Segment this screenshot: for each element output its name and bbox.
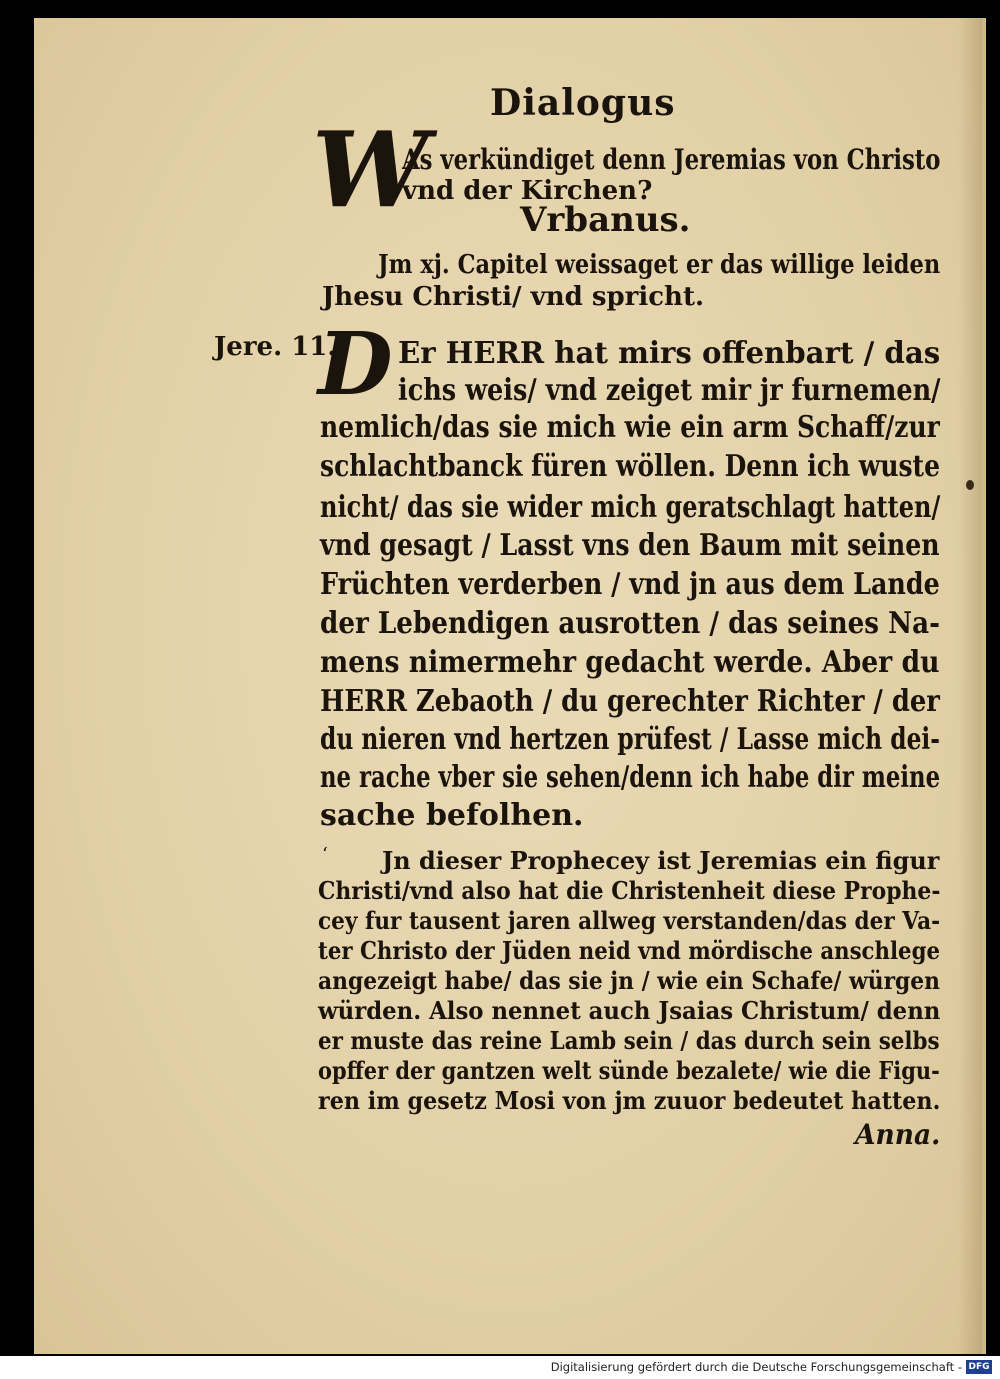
binding-mark (966, 480, 974, 490)
verse-line: ichs weis/ vnd zeiget mir jr furnemen/ (398, 373, 941, 408)
verse-line: vnd gesagt / Lasst vns den Baum mit seinen (320, 528, 940, 563)
verse-line: du nieren vnd hertzen prüfest / Lasse mich dei- (320, 722, 940, 757)
verse-line: Er HERR hat mirs offenbart / das (398, 336, 941, 371)
intro-line-1: Jm xj. Capitel weissaget er das willige leiden (378, 250, 941, 280)
page-fold-shadow (958, 18, 982, 1354)
dfg-logo: DFG (966, 1360, 992, 1374)
verse-line: Früchten verderben / vnd jn aus dem Lande (320, 567, 940, 602)
margin-reference: Jere. 11. (214, 332, 337, 362)
commentary-line: er muste das reine Lamb sein / das durch sein selbs (318, 1026, 940, 1055)
speaker-name: Vrbanus. (520, 200, 691, 240)
commentary-line: angezeigt habe/ das sie jn / wie ein Schafe/ würgen (318, 966, 941, 995)
verse-line: sache befolhen. (320, 798, 584, 833)
verse-line: nemlich/das sie mich wie ein arm Schaff/zur (320, 410, 940, 445)
commentary-line: opffer der gantzen welt sünde bezalete/ wie die Figu- (318, 1056, 940, 1085)
commentary-line: cey fur tausent jaren allweg verstanden/das der Va- (318, 906, 941, 935)
verse-line: nicht/ das sie wider mich geratschlagt hatten/ (320, 490, 941, 525)
question-initial-letter: W (312, 108, 429, 231)
verse-line: ne rache vber sie sehen/denn ich habe dir meine (320, 760, 941, 795)
verse-line: schlachtbanck füren wöllen. Denn ich wuste (320, 449, 941, 484)
footer-credit: Digitalisierung gefördert durch die Deutsche Forschungsgemeinschaft - (550, 1360, 962, 1374)
verse-line: der Lebendigen ausrotten / das seines Na- (320, 606, 940, 641)
commentary-line: ren im gesetz Mosi von jm zuuor bedeutet hatten. (318, 1086, 941, 1115)
commentary-line: würden. Also nennet auch Jsaias Christum/ denn (318, 996, 941, 1025)
verse-line: mens nimermehr gedacht werde. Aber du (320, 645, 940, 680)
verse-line: HERR Zebaoth / du gerechter Richter / der (320, 684, 940, 719)
footer-bar (0, 1356, 1000, 1379)
commentary-line: Jn dieser Prophecey ist Jeremias ein figur (382, 846, 940, 875)
next-speaker-catchword: Anna. (855, 1118, 941, 1151)
question-line-2: vnd der Kirchen? (402, 176, 653, 206)
verse-initial-letter: D (318, 314, 393, 415)
margin-pointer-glyph: ‘ (322, 844, 328, 865)
commentary-line: Christi/vnd also hat die Christenheit diese Prophe- (318, 876, 941, 905)
intro-line-2: Jhesu Christi/ vnd spricht. (322, 282, 705, 312)
commentary-line: ter Christo der Jüden neid vnd mördische anschlege (318, 936, 940, 965)
question-line-1: As verkündiget denn Jeremias von Christo (402, 143, 941, 176)
page-header: Dialogus (490, 82, 676, 124)
